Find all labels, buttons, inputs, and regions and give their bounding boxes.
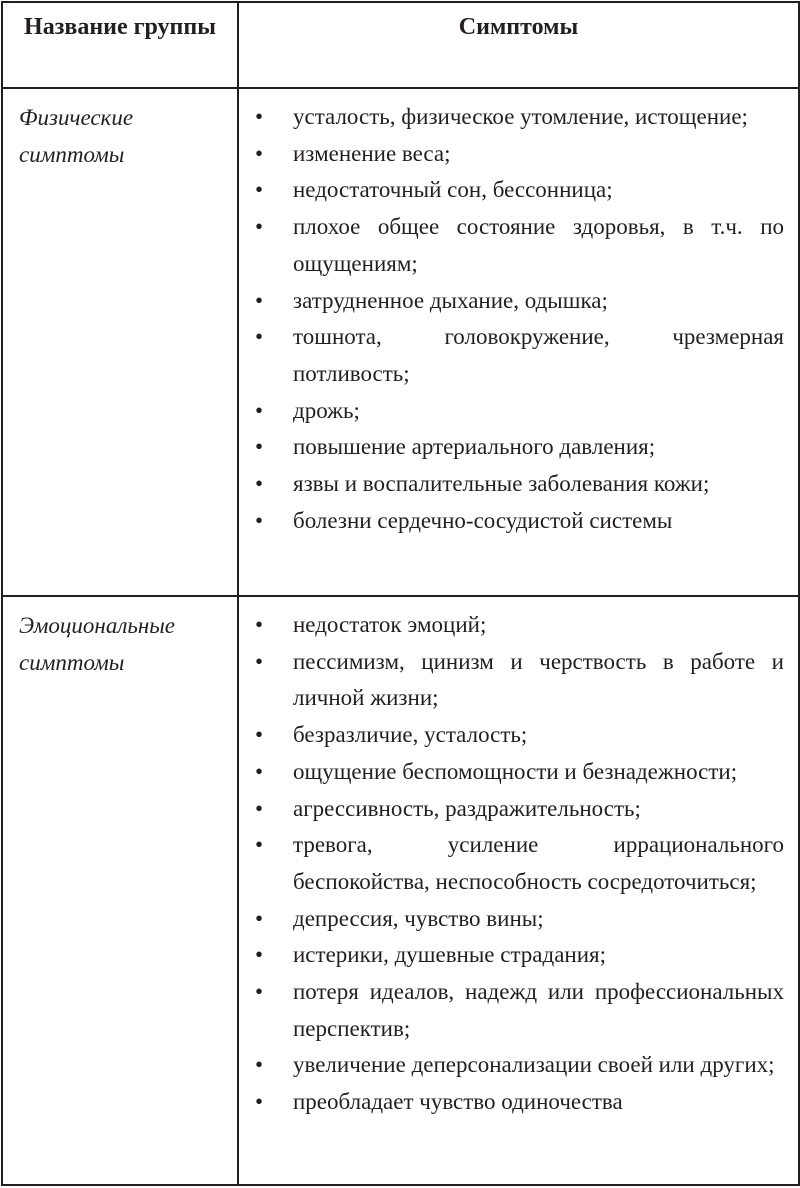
- list-item: [255, 827, 784, 900]
- symptom-text: недостаток эмоций;: [293, 612, 487, 637]
- list-item: [255, 172, 784, 209]
- bullet-icon: •: [255, 942, 264, 968]
- symptom-text: недостаточный сон, бессонница;: [293, 177, 613, 203]
- list-item: [255, 429, 784, 466]
- list-item: [255, 717, 784, 754]
- list-item: [255, 754, 784, 791]
- list-item: [255, 791, 784, 828]
- list-item: [255, 466, 784, 503]
- bullet-icon: •: [255, 104, 264, 129]
- list-item: [255, 1047, 784, 1084]
- list-item: [255, 209, 784, 282]
- header-group-name: Название группы: [2, 2, 238, 88]
- symptom-text: ощущение беспомощности и безнадежности;: [293, 758, 738, 784]
- list-item: [255, 1084, 784, 1121]
- bullet-icon: •: [255, 832, 264, 858]
- symptom-cell-emotional: [238, 596, 799, 1185]
- symptom-text: изменение веса;: [293, 140, 451, 166]
- bullet-icon: •: [255, 177, 264, 203]
- bullet-icon: •: [255, 722, 264, 748]
- bullet-icon: •: [255, 612, 264, 637]
- symptom-cell-physical: [238, 88, 799, 596]
- symptom-text: безразличие, усталость;: [293, 722, 528, 748]
- list-item: [255, 283, 784, 320]
- bullet-icon: •: [255, 507, 264, 533]
- group-row-physical: [2, 88, 799, 596]
- symptoms-table: [1, 1, 800, 1186]
- bullet-icon: •: [255, 287, 264, 313]
- symptom-text: увеличение деперсонализации своей или других;: [293, 1052, 775, 1078]
- symptom-text: тошнота, головокружение, чрезмерная потливость;: [293, 324, 784, 386]
- header-row: [2, 2, 799, 88]
- group-name-physical: Физические симптомы: [2, 88, 238, 596]
- symptom-text: плохое общее состояние здоровья, в т.ч. по ощущениям;: [293, 214, 784, 276]
- list-item: [255, 607, 784, 644]
- list-item: [255, 99, 784, 136]
- bullet-icon: •: [255, 324, 264, 350]
- list-item: [255, 901, 784, 938]
- list-item: [255, 503, 784, 540]
- symptom-text: язвы и воспалительные заболевания кожи;: [293, 471, 710, 497]
- list-item: [255, 644, 784, 717]
- bullet-icon: •: [255, 1089, 264, 1115]
- bullet-icon: •: [255, 979, 264, 1005]
- symptom-text: депрессия, чувство вины;: [293, 905, 544, 931]
- symptom-text: повышение артериального давления;: [293, 434, 656, 460]
- symptom-text: пессимизм, цинизм и черствость в работе и личной жизни;: [293, 648, 784, 711]
- bullet-icon: •: [255, 795, 264, 821]
- group-name-emotional: Эмоциональные симптомы: [2, 596, 238, 1185]
- symptom-text: усталость, физическое утомление, истощение;: [293, 104, 748, 129]
- list-item: [255, 937, 784, 974]
- bullet-icon: •: [255, 905, 264, 931]
- bullet-icon: •: [255, 214, 264, 240]
- symptom-text: преобладает чувство одиночества: [293, 1089, 623, 1115]
- list-item: [255, 136, 784, 173]
- list-item: [255, 974, 784, 1047]
- bullet-icon: •: [255, 758, 264, 784]
- symptom-text: затрудненное дыхание, одышка;: [293, 287, 608, 313]
- header-symptoms: Симптомы: [238, 2, 799, 88]
- symptom-text: потеря идеалов, надежд или профессиональных перспектив;: [293, 979, 784, 1041]
- list-item: [255, 319, 784, 392]
- bullet-icon: •: [255, 648, 264, 674]
- bullet-icon: •: [255, 434, 264, 460]
- bullet-icon: •: [255, 1052, 264, 1078]
- symptom-text: дрожь;: [293, 397, 360, 423]
- symptom-text: болезни сердечно-сосудистой системы: [293, 507, 673, 533]
- bullet-icon: •: [255, 397, 264, 423]
- group-row-emotional: [2, 596, 799, 1185]
- list-item: [255, 393, 784, 430]
- symptom-text: истерики, душевные страдания;: [293, 942, 607, 968]
- bullet-icon: •: [255, 471, 264, 497]
- bullet-icon: •: [255, 140, 264, 166]
- symptom-text: агрессивность, раздражительность;: [293, 795, 641, 821]
- symptom-text: тревога, усиление иррационального беспокойства, неспособность сосредоточиться;: [293, 832, 784, 894]
